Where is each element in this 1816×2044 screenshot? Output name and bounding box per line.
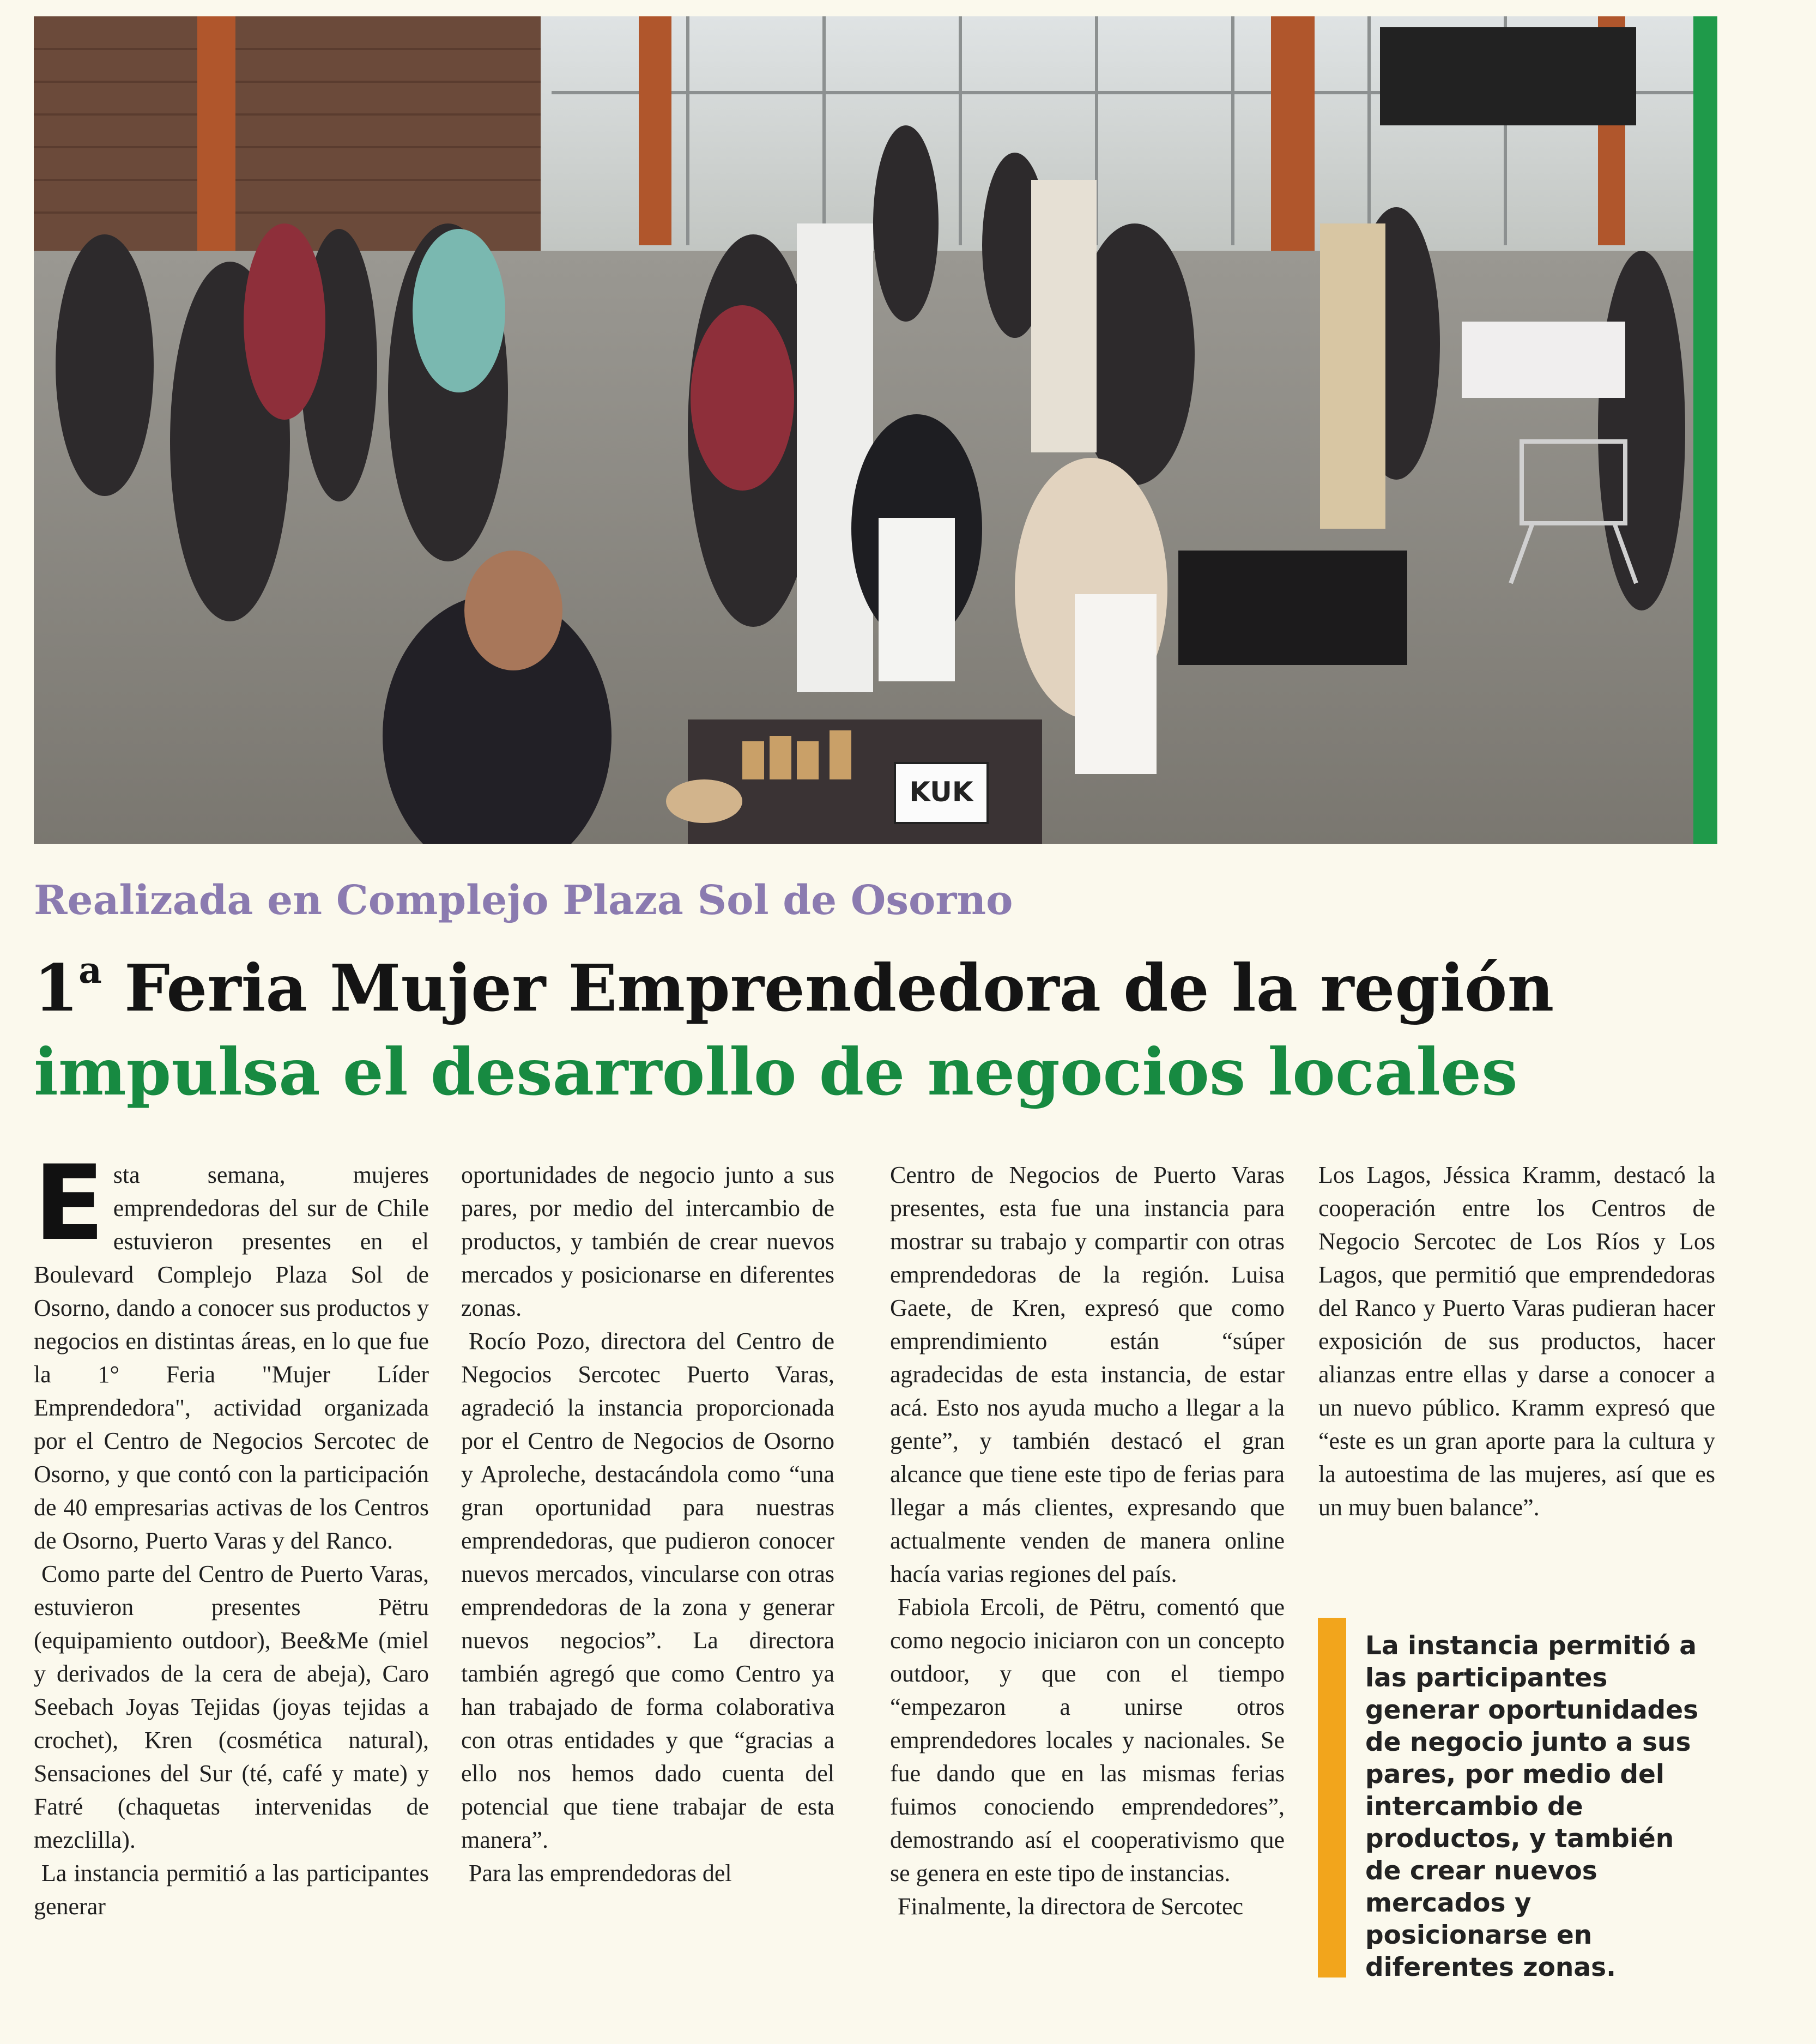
title-number: 1 xyxy=(34,950,79,1026)
headline-subtitle: impulsa el desarrollo de negocios locales xyxy=(34,1034,1518,1110)
paragraph: Rocío Pozo, directora del Centro de Negocios Sercotec Puerto Varas, agradeció la instancia proporcionada por el Centro de Negocios de Osorno y Aproleche, destacándola como “una gran oportunidad para nuestras emprendedoras, que pudieron conocer nuevos mercados, vincularse con otras emprendedoras de la zona y generar nuevos negocios”. La directora también agregó que como Centro ya han trabajado de forma colaborativa con otras entidades y que “gracias a ello nos hemos dado cuenta del potencial que tiene trabajar de esta manera”. xyxy=(461,1328,834,1853)
pull-quote: La instancia permitió a las participantes generar oportunidades de negocio junto a sus pares, por medio del intercambio de productos, y también de crear nuevos mercados y posicionarse en diferentes zonas. xyxy=(1365,1631,1699,1982)
market-fair-photo xyxy=(34,16,1693,844)
pull-quote-bar xyxy=(1318,1618,1346,1978)
accent-bar xyxy=(1693,16,1717,844)
paragraph: Finalmente, la directora de Sercotec xyxy=(898,1893,1244,1920)
paragraph: Los Lagos, Jéssica Kramm, destacó la cooperación entre los Centros de Negocio Sercotec de Los Ríos y Los Lagos, que permitió que emprendedoras del Ranco y Puerto Varas pudieran hacer exposición de sus productos, hacer alianzas entre ellas y darse a conocer a un nuevo público. Kramm expresó que “este es un gran aporte para la cultura y la autoestima de las mujeres, así que es un muy buen balance”. xyxy=(1318,1162,1715,1521)
paragraph: Fabiola Ercoli, de Pëtru, comentó que como negocio iniciaron con un concepto outdoor, y que con el tiempo “empezaron a unirse otros emprendedores locales y nacionales. Se fue dando que en las mismas ferias fuimos conociendo emprendedores”, demostrando así el cooperativismo que se genera en este tipo de instancias. xyxy=(890,1594,1285,1886)
article-column-1 xyxy=(34,1158,429,2030)
drop-cap: E xyxy=(34,1158,105,1263)
title-rest: Feria Mujer Emprendedora de la región xyxy=(101,950,1554,1026)
article-column-4 xyxy=(1318,1158,1715,1605)
paragraph: Centro de Negocios de Puerto Varas presentes, esta fue una instancia para mostrar su trabajo y compartir con otras emprendedoras de la región. Luisa Gaete, de Kren, expresó que como emprendimiento están “súper agradecidas de esta instancia, de estar acá. Esto nos ayuda mucho a llegar a la gente”, y también destacó el gran alcance que tiene este tipo de ferias para llegar a más clientes, expresando que actualmente venden de manera online hacía varias regiones del país. xyxy=(890,1162,1285,1587)
paragraph: La instancia permitió a las participantes generar xyxy=(34,1860,429,1920)
paragraph: Como parte del Centro de Puerto Varas, estuvieron presentes Pëtru (equipamiento outdoor), Bee&Me (miel y derivados de la cera de abeja), Caro Seebach Joyas Tejidas (joyas tejidas a crochet), Kren (cosmética natural), Sensaciones del Sur (té, café y mate) y Fatré (chaquetas intervenidas de mezclilla). xyxy=(34,1561,429,1853)
title-superscript: a xyxy=(78,949,102,991)
paragraph-text: sta semana, mujeres emprendedoras del sur de Chile estuvieron presentes en el Boulevard Complejo Plaza Sol de Osorno, dando a conocer sus productos y negocios en distintas áreas, en lo que fue la 1° Feria "Mujer Líder Emprendedora", actividad organizada por el Centro de Negocios Sercotec de Osorno, y que contó con la participación de 40 empresarias activas de los Centros de Osorno, Puerto Varas y del Ranco. xyxy=(34,1162,429,1554)
article-column-2 xyxy=(461,1158,834,2030)
kicker: Realizada en Complejo Plaza Sol de Osorno xyxy=(34,877,1013,924)
paragraph: Para las emprendedoras del xyxy=(469,1860,732,1886)
article-column-3 xyxy=(890,1158,1285,2030)
kuk-box-label: KUK xyxy=(909,776,973,808)
headline-title xyxy=(34,949,1723,1026)
paragraph: oportunidades de negocio junto a sus pares, por medio del intercambio de productos, y también de crear nuevos mercados y posicionarse en diferentes zonas. xyxy=(461,1162,834,1321)
paragraph xyxy=(34,1158,429,1557)
